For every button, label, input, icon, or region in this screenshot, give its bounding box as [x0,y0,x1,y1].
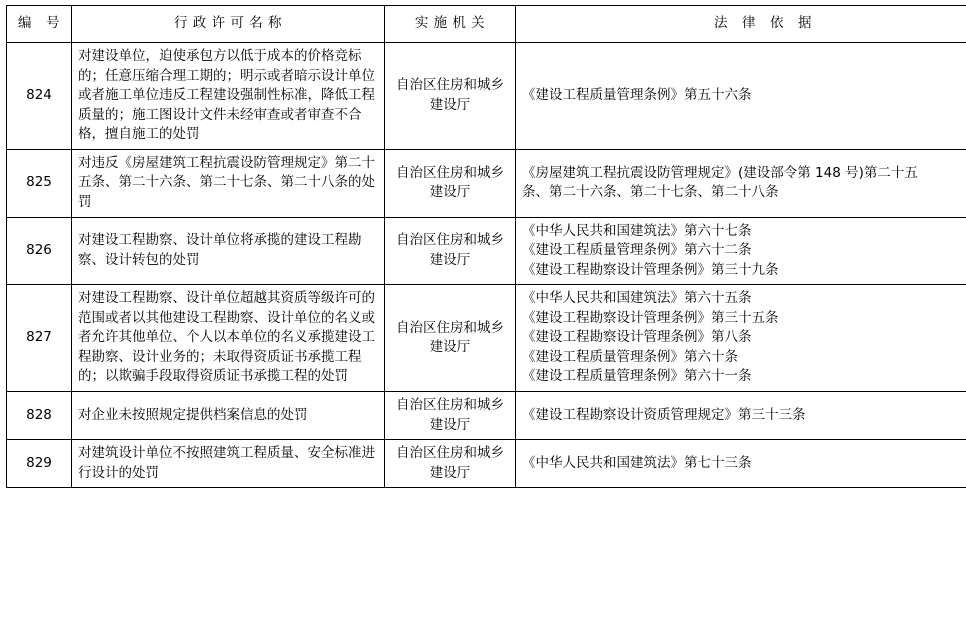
cell-permit-name: 对企业未按照规定提供档案信息的处罚 [72,392,385,440]
legal-basis-line: 《建设工程质量管理条例》第五十六条 [522,87,752,104]
legal-basis-line: 《建设工程质量管理条例》第六十条 [522,348,738,365]
cell-agency: 自治区住房和城乡建设厅 [385,149,516,217]
cell-number: 824 [7,43,72,150]
table-row [7,217,966,285]
legal-basis-line: 《建设工程勘察设计资质管理规定》第三十三条 [522,406,806,423]
legal-basis-line: 《中华人民共和国建筑法》第六十七条 [522,222,752,239]
cell-agency: 自治区住房和城乡建设厅 [385,440,516,488]
legal-basis-line: 《中华人民共和国建筑法》第六十五条 [522,290,752,307]
table-row [7,285,966,392]
legal-basis-line: 条、第二十六条、第二十七条、第二十八条 [522,184,779,201]
legal-basis-line: 《建设工程勘察设计管理条例》第八条 [522,329,752,346]
cell-permit-name: 对建设工程勘察、设计单位超越其资质等级许可的范围或者以其他建设工程勘察、设计单位的名义或者允许其他单位、个人以本单位的名义承揽建设工程勘察、设计业务的；未取得资质证书承揽工程的；以欺骗手段取得资质证书承揽工程的处罚 [72,285,385,392]
cell-agency: 自治区住房和城乡建设厅 [385,285,516,392]
legal-basis-line: 《中华人民共和国建筑法》第七十三条 [522,454,752,471]
administrative-permit-table [6,5,966,488]
cell-permit-name: 对建筑设计单位不按照建筑工程质量、安全标准进行设计的处罚 [72,440,385,488]
cell-legal-basis [516,392,966,440]
legal-basis-line: 《建设工程勘察设计管理条例》第三十五条 [522,309,779,326]
cell-legal-basis [516,149,966,217]
cell-number: 826 [7,217,72,285]
cell-permit-name: 对建设工程勘察、设计单位将承揽的建设工程勘察、设计转包的处罚 [72,217,385,285]
header-permit-name: 行 政 许 可 名 称 [72,6,385,43]
cell-legal-basis [516,217,966,285]
header-row [7,6,966,43]
legal-basis-line: 《建设工程质量管理条例》第六十二条 [522,242,752,259]
table-body [7,43,966,488]
cell-legal-basis [516,440,966,488]
cell-number: 828 [7,392,72,440]
cell-number: 827 [7,285,72,392]
cell-number: 825 [7,149,72,217]
table-row [7,149,966,217]
legal-basis-line: 《房屋建筑工程抗震设防管理规定》(建设部令第 148 号)第二十五 [522,164,918,181]
header-legal-basis: 法 律 依 据 [516,6,966,43]
cell-permit-name: 对违反《房屋建筑工程抗震设防管理规定》第二十五条、第二十六条、第二十七条、第二十八条的处罚 [72,149,385,217]
table-row [7,43,966,150]
cell-legal-basis [516,285,966,392]
header-number: 编 号 [7,6,72,43]
cell-number: 829 [7,440,72,488]
legal-basis-line: 《建设工程勘察设计管理条例》第三十九条 [522,261,779,278]
cell-agency: 自治区住房和城乡建设厅 [385,217,516,285]
table-header [7,6,966,43]
cell-legal-basis [516,43,966,150]
table-row [7,440,966,488]
legal-basis-line: 《建设工程质量管理条例》第六十一条 [522,368,752,385]
cell-permit-name: 对建设单位，迫使承包方以低于成本的价格竞标的；任意压缩合理工期的；明示或者暗示设计单位或者施工单位违反工程建设强制性标准，降低工程质量的；施工图设计文件未经审查或者审查不合格，擅自施工的处罚 [72,43,385,150]
cell-agency: 自治区住房和城乡建设厅 [385,43,516,150]
cell-agency: 自治区住房和城乡建设厅 [385,392,516,440]
table-row [7,392,966,440]
header-agency: 实 施 机 关 [385,6,516,43]
